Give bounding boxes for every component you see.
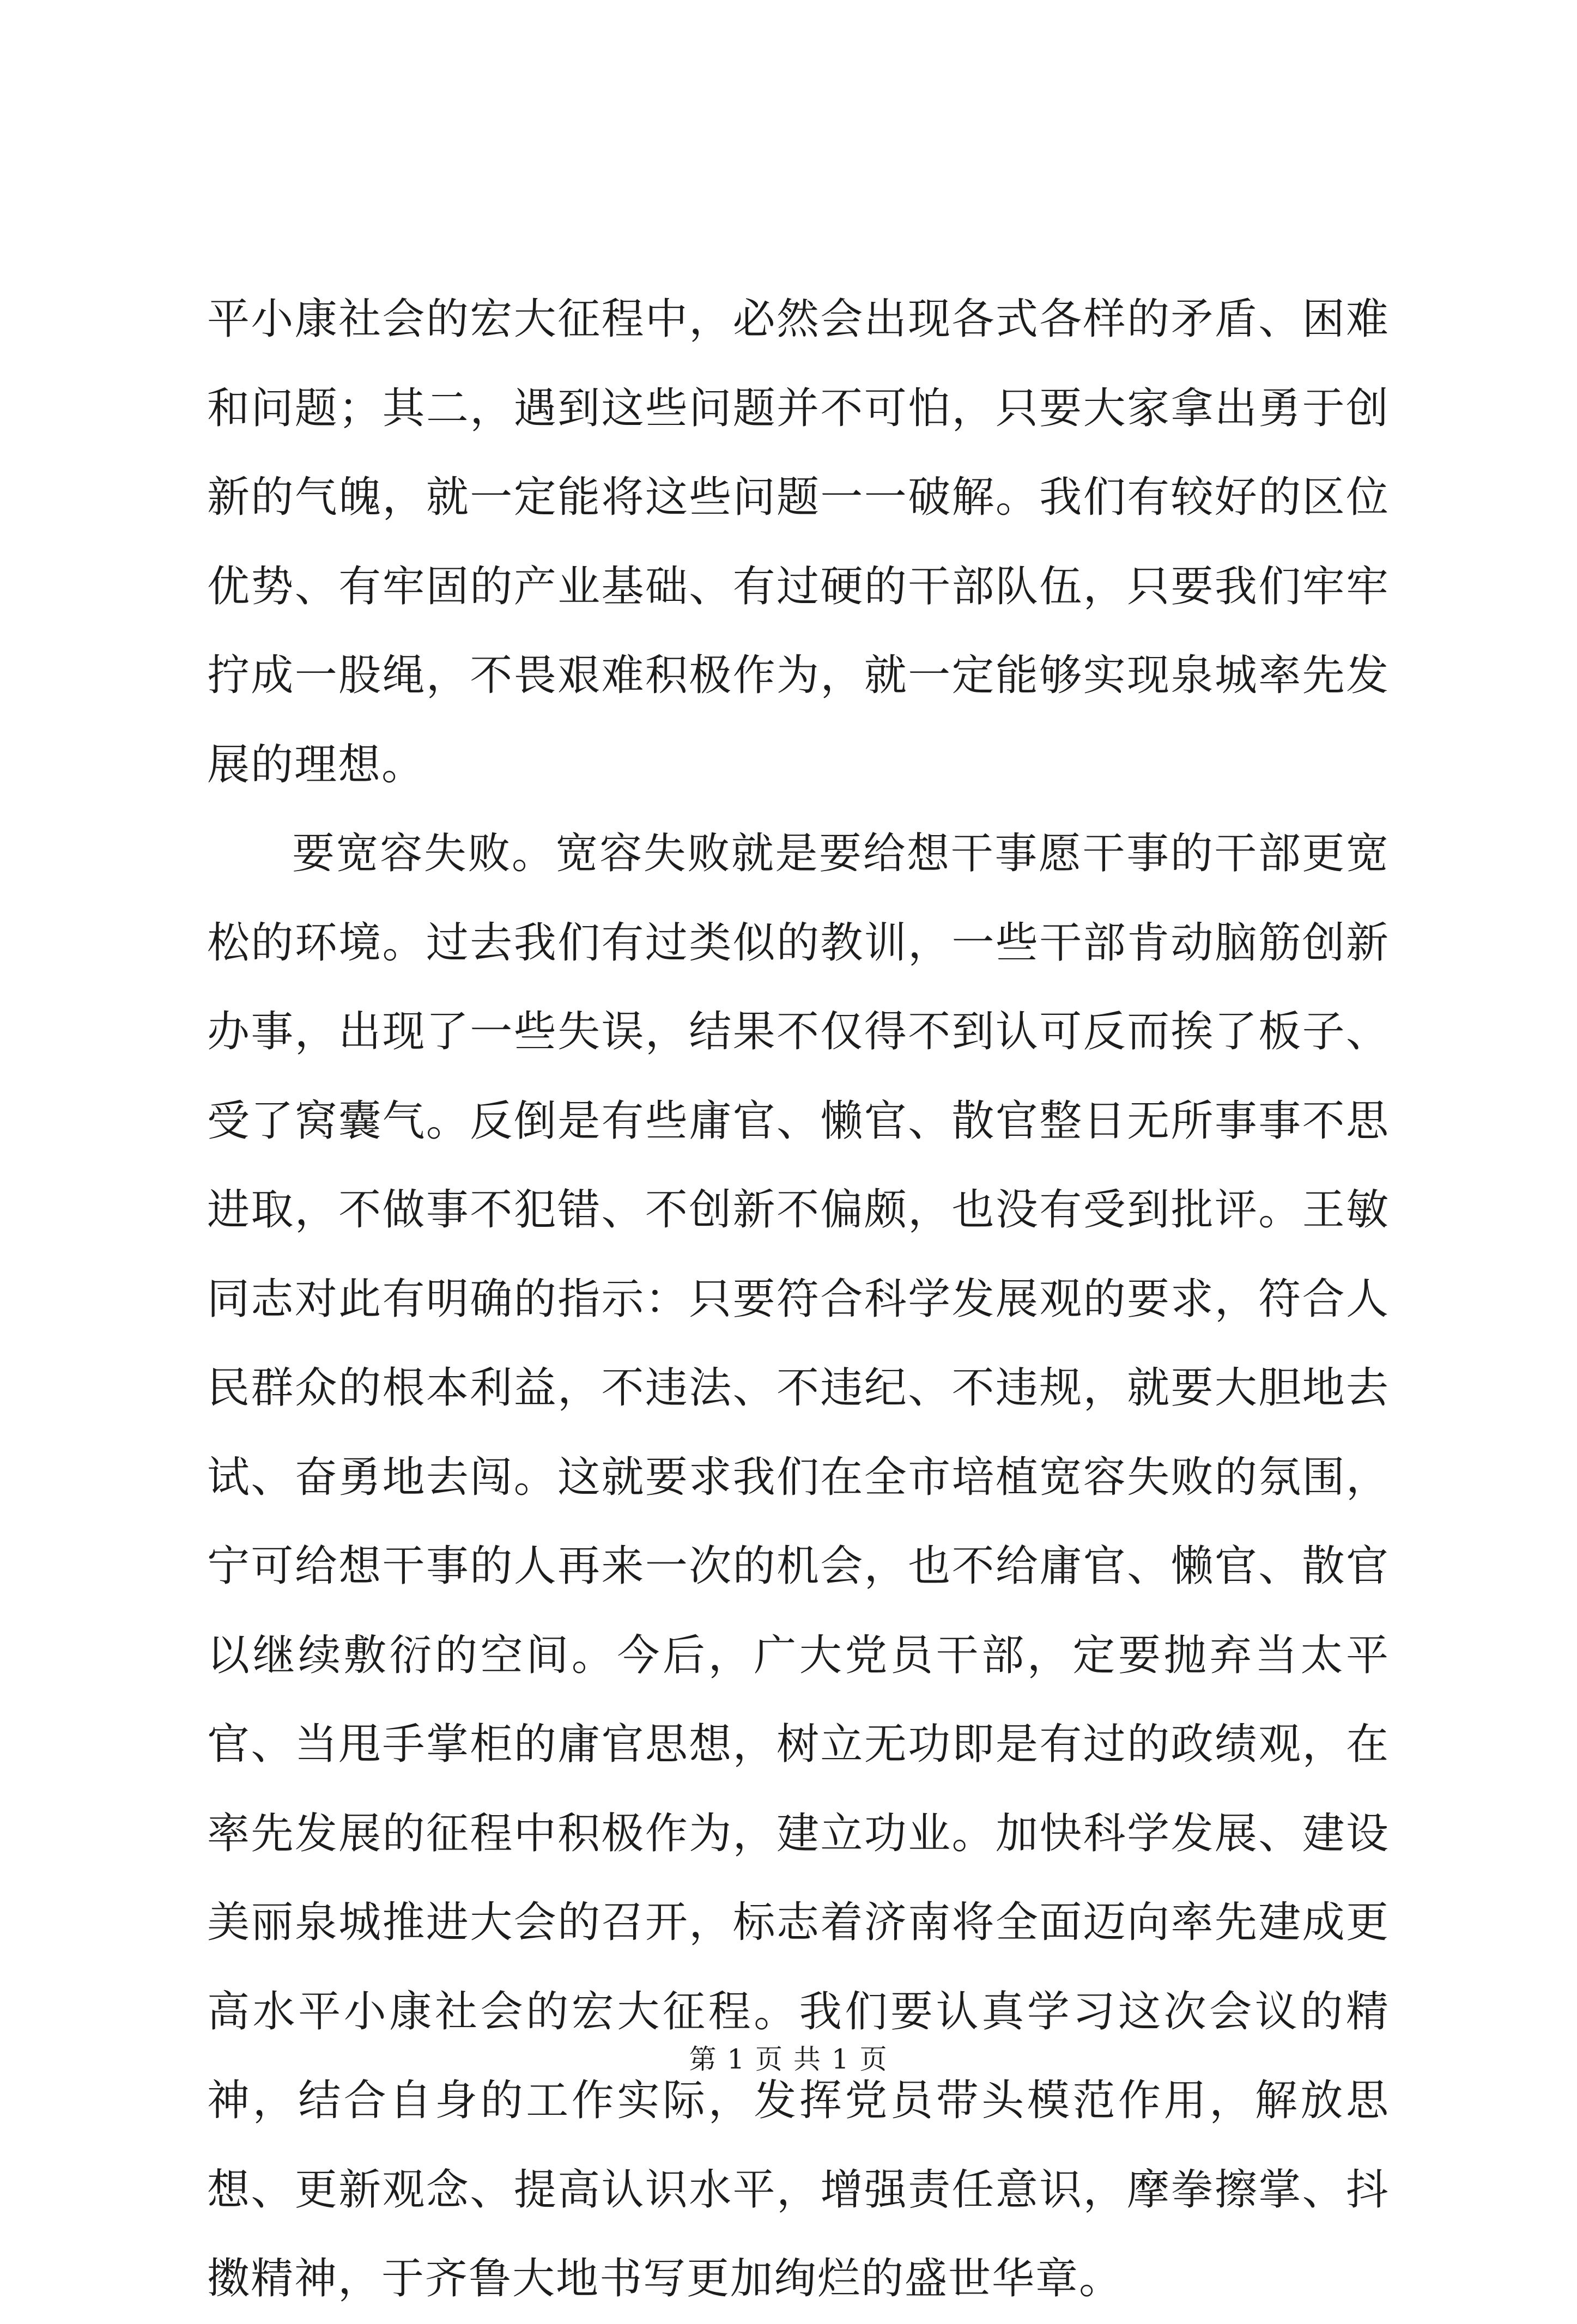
document-body xyxy=(207,275,1390,2324)
paragraph-tolerate-failure: 要宽容失败。宽容失败就是要给想干事愿干事的干部更宽松的环境。过去我们有过类似的教训，一些干部肯动脑筋创新办事，出现了一些失误，结果不仅得不到认可反而挨了板子、受了窝囊气。反倒是有些庸官、懒官、散官整日无所事事不思进取，不做事不犯错、不创新不偏颇，也没有受到批评。王敏同志对此有明确的指示：只要符合科学发展观的要求，符合人民群众的根本利益，不违法、不违纪、不违规，就要大胆地去试、奋勇地去闯。这就要求我们在全市培植宽容失败的氛围，宁可给想干事的人再来一次的机会，也不给庸官、懒官、散官以继续敷衍的空间。今后，广大党员干部，定要抛弃当太平官、当甩手掌柜的庸官思想，树立无功即是有过的政绩观，在率先发展的征程中积极作为，建立功业。加快科学发展、建设美丽泉城推进大会的召开，标志着济南将全面迈向率先建成更高水平小康社会的宏大征程。我们要认真学习这次会议的精神，结合自身的工作实际，发挥党员带头模范作用，解放思想、更新观念、提高认识水平，增强责任意识，摩拳擦掌、抖擞精神，于齐鲁大地书写更加绚烂的盛世华章。 xyxy=(207,829,1390,2303)
page-footer: 第 1 页 共 1 页 xyxy=(689,2043,888,2075)
paragraph-continuation: 平小康社会的宏大征程中，必然会出现各式各样的矛盾、困难和问题；其二，遇到这些问题并不可怕，只要大家拿出勇于创新的气魄，就一定能将这些问题一一破解。我们有较好的区位优势、有牢固的产业基础、有过硬的干部队伍，只要我们牢牢拧成一股绳，不畏艰难积极作为，就一定能够实现泉城率先发展的理想。 xyxy=(207,295,1390,789)
